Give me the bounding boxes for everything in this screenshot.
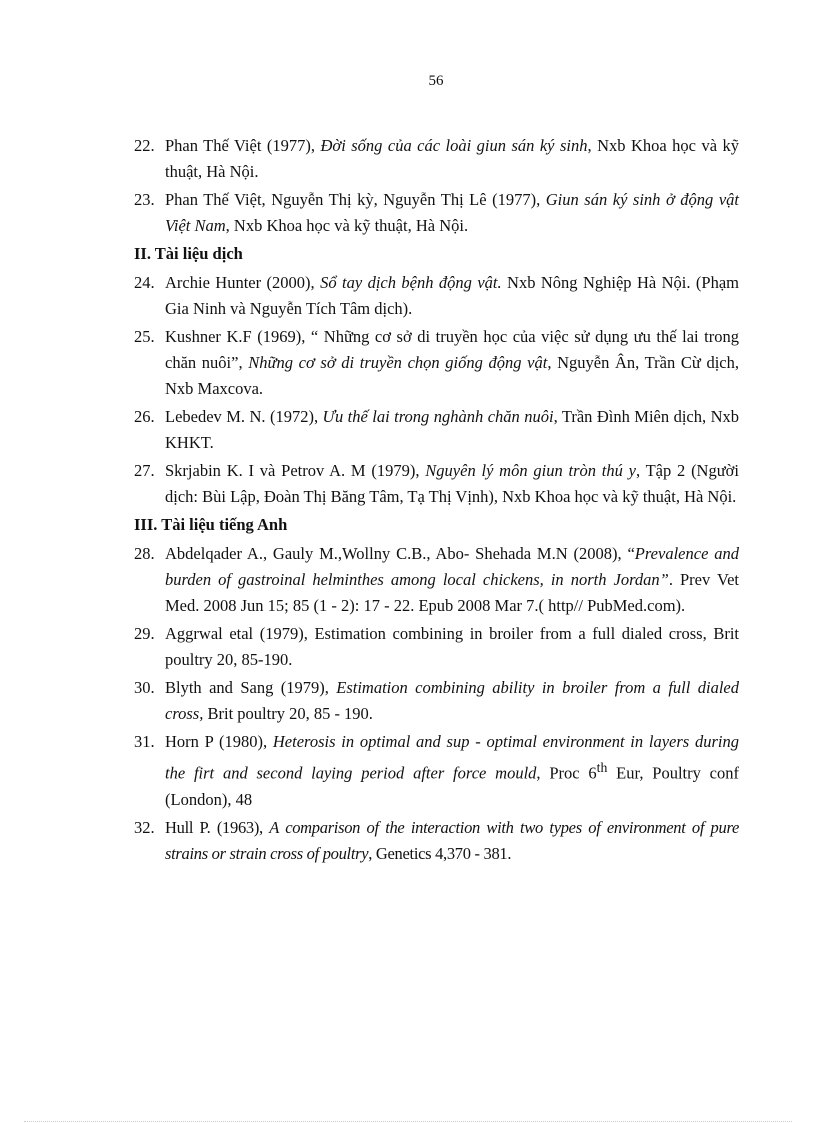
reference-text [165, 458, 739, 510]
reference-segment: , Nxb Khoa học và kỹ thuật, Hà Nội. [165, 136, 739, 181]
reference-segment: , Proc 6 [536, 763, 597, 783]
reference-item [134, 815, 739, 867]
reference-title: Estimation combining ability in broiler from a full dialed cross, [165, 678, 739, 723]
reference-segment: , Nxb Khoa học và kỹ thuật, Hà Nội. [225, 216, 469, 235]
reference-number: 23. [134, 190, 155, 209]
reference-text [165, 815, 739, 867]
reference-text [165, 675, 739, 727]
reference-segment: Brit poultry 20, 85 - 190. [203, 704, 373, 723]
reference-item [134, 324, 739, 402]
reference-segment: Abdelqader A., Gauly M.,Wollny C.B., Abo- Shehada M.N (2008), “ [165, 544, 635, 563]
reference-text [165, 729, 739, 813]
reference-segment: . Prev Vet Med. 2008 Jun 15; 85 (1 - 2): 17 - 22. Epub 2008 Mar 7.( http// PubMed.com). [165, 570, 739, 615]
reference-title: Ưu thế lai trong nghành chăn nuôi [322, 407, 554, 426]
reference-number: 24. [134, 273, 155, 292]
section-heading: III. Tài liệu tiếng Anh [134, 515, 288, 534]
reference-title: Prevalence and burden of gastroinal helminthes among local chickens, in north Jordan” [165, 544, 739, 589]
reference-text [165, 404, 739, 456]
reference-item [134, 541, 739, 619]
reference-item [134, 270, 739, 322]
section-heading: II. Tài liệu dịch [134, 244, 243, 263]
reference-number: 27. [134, 461, 155, 480]
reference-item [134, 729, 739, 813]
reference-segment: Phan Thế Việt, Nguyễn Thị kỳ, Nguyễn Thị Lê (1977), [165, 190, 546, 209]
reference-text [165, 621, 739, 673]
reference-segment: , Nguyễn Ân, Trần Cừ dịch, Nxb Maxcova. [165, 353, 739, 398]
reference-segment: Aggrwal etal (1979), Estimation combining in broiler from a full dialed cross, Brit poultry 20, 85-190. [165, 624, 739, 669]
reference-segment: Horn P (1980), [165, 732, 273, 751]
reference-item [134, 187, 739, 239]
reference-segment: Nxb Nông Nghiệp Hà Nội. (Phạm Gia Ninh và Nguyễn Tích Tâm dịch). [165, 273, 739, 318]
reference-item [134, 675, 739, 727]
reference-item [134, 133, 739, 185]
reference-segment: Phan Thế Việt (1977), [165, 136, 321, 155]
reference-number: 31. [134, 732, 155, 751]
reference-title: Heterosis in optimal and sup - optimal environment in layers during the firt and second laying period after force mould [165, 732, 739, 783]
reference-title: Đời sống của các loài giun sán ký sinh [320, 136, 588, 155]
reference-number: 28. [134, 544, 155, 563]
reference-text [165, 187, 739, 239]
reference-number: 30. [134, 678, 155, 697]
reference-list [134, 133, 739, 869]
reference-number: 26. [134, 407, 155, 426]
reference-segment: Lebedev M. N. (1972), [165, 407, 323, 426]
reference-number: 32. [134, 817, 155, 837]
reference-title: Nguyên lý môn giun tròn thú y [425, 461, 636, 480]
reference-segment: Kushner K.F (1969), “ Những cơ sở di truyền học của việc sử dụng ưu thế lai trong chăn nuôi”, [165, 327, 739, 372]
reference-segment: Blyth and Sang (1979), [165, 678, 337, 697]
reference-number: 25. [134, 327, 155, 346]
reference-number: 29. [134, 624, 155, 643]
reference-text [165, 270, 739, 322]
page-number: 56 [428, 73, 444, 89]
reference-text [165, 133, 739, 185]
reference-item [134, 404, 739, 456]
reference-title: Giun sán ký sinh ở động vật Việt Nam [165, 190, 739, 235]
reference-segment: , Trần Đình Miên dịch, Nxb KHKT. [165, 407, 739, 452]
reference-segment: Skrjabin K. I và Petrov A. M (1979), [165, 461, 426, 480]
reference-text [165, 541, 739, 619]
reference-text [165, 324, 739, 402]
reference-segment: , Genetics 4,370 - 381. [368, 843, 512, 863]
reference-segment: Hull P. (1963), [165, 817, 270, 837]
reference-segment: th [596, 760, 608, 775]
reference-title: Những cơ sở di truyền chọn giống động vật [248, 353, 548, 372]
reference-segment: Eur, Poultry conf (London), 48 [165, 763, 739, 809]
reference-title: Sổ tay dịch bệnh động vật. [320, 273, 502, 292]
reference-item [134, 458, 739, 510]
reference-segment: , Tập 2 (Người dịch: Bùi Lập, Đoàn Thị Băng Tâm, Tạ Thị Vịnh), Nxb Khoa học và kỹ thuật, Hà Nội. [165, 461, 739, 506]
reference-item [134, 621, 739, 673]
reference-title: A comparison of the interaction with two types of environment of pure strains or strain cross of poultry [165, 817, 739, 863]
page-bottom-rule [24, 1121, 792, 1122]
reference-segment: Archie Hunter (2000), [165, 273, 321, 292]
reference-number: 22. [134, 136, 155, 155]
